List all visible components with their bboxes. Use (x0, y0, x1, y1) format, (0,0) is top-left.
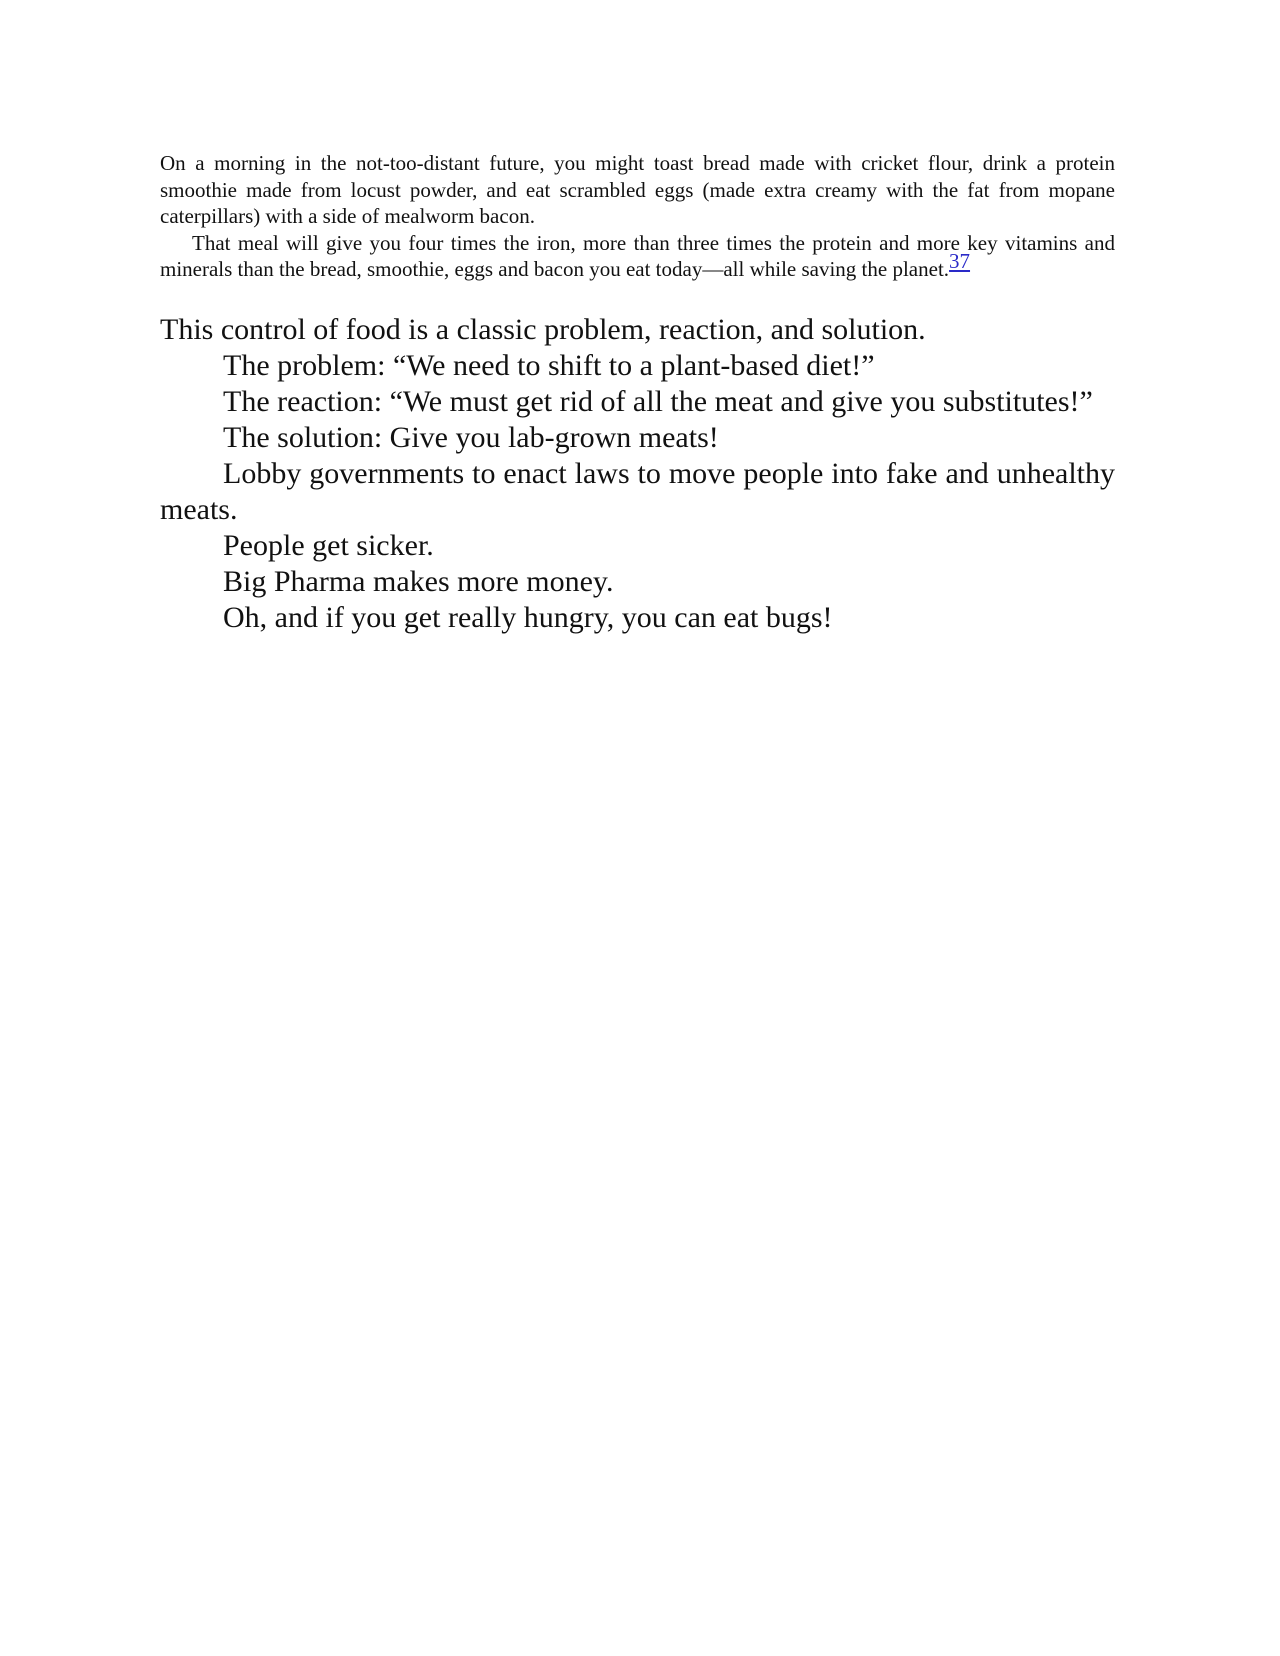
body-paragraph: Lobby governments to enact laws to move people into fake and unhealthy meats. (160, 456, 1115, 526)
footnote-link[interactable]: 37 (949, 249, 971, 273)
body-paragraph: Oh, and if you get really hungry, you can eat bugs! (223, 600, 833, 634)
body-paragraph: People get sicker. (223, 528, 434, 562)
quoted-excerpt (160, 150, 1115, 283)
body-paragraph: The problem: “We need to shift to a plant-based diet!” (223, 348, 875, 382)
excerpt-paragraph: On a morning in the not-too-distant future, you might toast bread made with cricket flour, drink a protein smoothie made from locust powder, and eat scrambled eggs (made extra creamy with the fat from mopane caterpillars) with a side of mealworm bacon. (160, 151, 1115, 228)
body-paragraph: The reaction: “We must get rid of all the meat and give you substitutes!” (223, 384, 1093, 418)
excerpt-paragraph-text: That meal will give you four times the iron, more than three times the protein and more key vitamins and minerals than the bread, smoothie, eggs and bacon you eat today—all while saving the planet. (160, 230, 1115, 281)
body-paragraph: Big Pharma makes more money. (223, 564, 614, 598)
body-text (160, 312, 1115, 636)
body-paragraph: The solution: Give you lab-grown meats! (223, 420, 719, 454)
excerpt-paragraph (160, 230, 1115, 283)
document-page (160, 150, 1115, 636)
body-paragraph: This control of food is a classic problem, reaction, and solution. (160, 312, 926, 346)
